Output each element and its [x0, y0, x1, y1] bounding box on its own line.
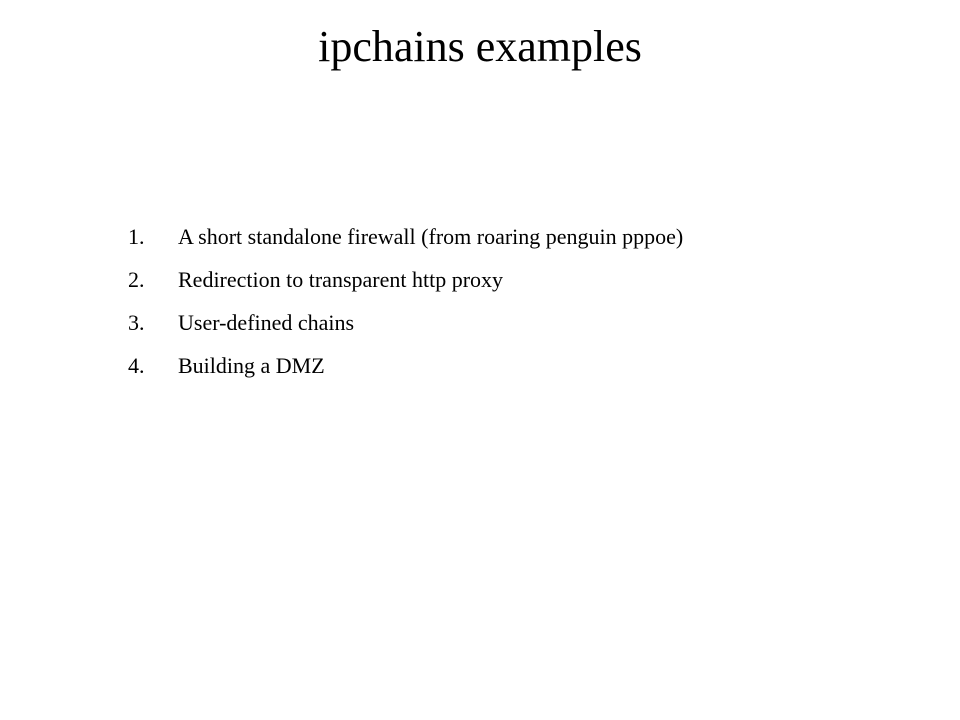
list-item-text: Redirection to transparent http proxy — [178, 267, 504, 292]
list-item-text: User-defined chains — [178, 310, 355, 335]
list-item-number: 2. — [128, 267, 145, 292]
list-item-text: A short standalone firewall (from roaring penguin pppoe) — [178, 224, 684, 249]
list-item-text: Building a DMZ — [178, 353, 325, 378]
list-item-number: 1. — [128, 224, 145, 249]
list-item-number: 4. — [128, 353, 145, 378]
list-item-number: 3. — [128, 310, 145, 335]
slide-title: ipchains examples — [318, 22, 642, 71]
